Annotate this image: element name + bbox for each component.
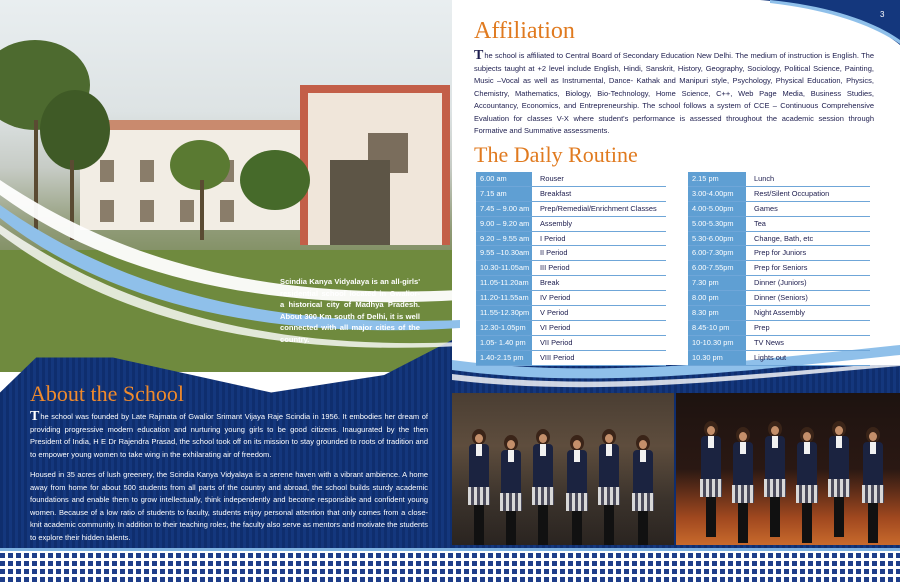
- routine-time: 6.00-7.55pm: [688, 261, 746, 275]
- routine-time: 11.20-11.55am: [476, 291, 532, 305]
- routine-time: 10-10.30 pm: [688, 336, 746, 350]
- routine-time: 10.30 pm: [688, 351, 746, 365]
- routine-row: [688, 261, 870, 276]
- routine-time: 1.05- 1.40 pm: [476, 336, 532, 350]
- routine-activity: IV Period: [540, 293, 571, 303]
- routine-row: [476, 351, 666, 366]
- routine-row: [476, 306, 666, 321]
- affiliation-heading: Affiliation: [474, 18, 575, 44]
- routine-activity: III Period: [540, 263, 570, 273]
- routine-time: 8.30 pm: [688, 306, 746, 320]
- affiliation-paragraph: he school is affiliated to Central Board of Secondary Education New Delhi. The medium of instruction is English. The subjects taught at +2 level include English, Hindi, Sanskrit, History, Geography, Sociology, Political Science, Painting, Music –Vocal as well as Instrumental, Dance- Kathak and Manipuri style, Psychology, Physical Education, Physics, Chemistry, Mathematics, Biology, Bio-Technology, Home Science, C++, Web Page Media, Business Studies, Accountancy, Economics, and Entrepreneurship. The school follows a system of CCE – Continuous Comprehensive Evaluation for classes V-X where student's performance is assessed throughout the academic session through Formative and Summative assessments.: [474, 51, 874, 135]
- routine-activity: Prep: [754, 322, 770, 332]
- routine-time: 10.30-11.05am: [476, 261, 532, 275]
- routine-activity: Tea: [754, 218, 766, 228]
- routine-activity: Assembly: [540, 218, 573, 228]
- routine-row: [688, 336, 870, 351]
- routine-row: [476, 276, 666, 291]
- routine-time: 5.00-5.30pm: [688, 217, 746, 231]
- routine-activity: Games: [754, 203, 778, 213]
- affiliation-text: [474, 50, 874, 138]
- routine-activity: Breakfast: [540, 188, 572, 198]
- routine-time: 5.30-6.00pm: [688, 232, 746, 246]
- routine-activity: Dinner (Seniors): [754, 293, 808, 303]
- routine-activity: Change, Bath, etc: [754, 233, 814, 243]
- routine-time: 2.15 pm: [688, 172, 746, 186]
- routine-activity: I Period: [540, 233, 566, 243]
- routine-time: 6.00-7.30pm: [688, 246, 746, 260]
- routine-time: 6.00 am: [476, 172, 532, 186]
- routine-time: 7.30 pm: [688, 276, 746, 290]
- dropcap: T: [30, 409, 40, 424]
- routine-row: [688, 217, 870, 232]
- corner-swoosh: [760, 0, 900, 45]
- routine-table-right: [688, 172, 870, 366]
- routine-activity: Prep/Remedial/Enrichment Classes: [540, 203, 657, 213]
- routine-row: [476, 232, 666, 247]
- about-paragraph-2: Housed in 35 acres of lush greenery, the Scindia Kanya Vidyalaya is a serene haven with a vibrant ambience. A home away from home for about 500 students from all parts of the country and abroad, the school builds sturdy academic foundations and enable them to grow intellectually, think independently and become responsible and confident young women. Because of a low ratio of students to faculty, students enjoy personal attention that only comes from a close-knit academic community. In addition to their teaching roles, the faculty also serve as mentors and motivate the students to explore their hidden talents.: [30, 470, 428, 542]
- decorative-border-strip: [0, 552, 900, 582]
- routine-time: 1.40-2.15 pm: [476, 351, 532, 365]
- about-paragraph-1: [30, 411, 428, 461]
- routine-time: 11.55-12.30pm: [476, 306, 532, 320]
- routine-row: [476, 202, 666, 217]
- decorative-swoosh: [0, 150, 460, 390]
- routine-activity: Lunch: [754, 174, 775, 183]
- routine-row: [476, 246, 666, 261]
- routine-time: 7.15 am: [476, 187, 532, 201]
- routine-time: 3.00-4.00pm: [688, 187, 746, 201]
- routine-row: [476, 217, 666, 232]
- routine-time: 4.00-5.00pm: [688, 202, 746, 216]
- routine-time: 7.45 – 9.00 am: [476, 202, 532, 216]
- routine-row: [476, 172, 666, 187]
- routine-activity: VIII Period: [540, 352, 575, 362]
- dropcap: T: [474, 48, 484, 63]
- routine-activity: Break: [540, 278, 560, 288]
- routine-row: [476, 187, 666, 202]
- assembly-photo: [452, 393, 674, 545]
- about-heading: About the School: [30, 381, 184, 406]
- routine-activity: V Period: [540, 308, 569, 318]
- routine-time: 9.55 –10.30am: [476, 246, 532, 260]
- routine-activity: Prep for Juniors: [754, 248, 807, 258]
- routine-row: [688, 172, 870, 187]
- page-number: 3: [880, 10, 885, 19]
- routine-row: [688, 276, 870, 291]
- school-caption: Scindia Kanya Vidyalaya is an all-girls' residential school located in Gwalior- a historical city of Madhya Pradesh. About 300 Km south of Delhi, it is well connected with all major cities of the country.: [280, 277, 420, 344]
- routine-row: [476, 336, 666, 351]
- routine-activity: Dinner (Juniors): [754, 278, 807, 288]
- routine-row: [688, 202, 870, 217]
- routine-row: [688, 246, 870, 261]
- routine-heading: The Daily Routine: [474, 142, 638, 167]
- routine-row: [688, 306, 870, 321]
- routine-activity: II Period: [540, 248, 568, 258]
- routine-row: [476, 321, 666, 336]
- routine-table-left: [476, 172, 666, 366]
- routine-time: 12.30-1.05pm: [476, 321, 532, 335]
- routine-time: 9.00 – 9.20 am: [476, 217, 532, 231]
- routine-row: [688, 232, 870, 247]
- routine-activity: VI Period: [540, 322, 571, 332]
- routine-row: [688, 321, 870, 336]
- choir-photo: [676, 393, 900, 545]
- routine-time: 9.20 – 9.55 am: [476, 232, 532, 246]
- routine-row: [688, 291, 870, 306]
- routine-activity: Rouser: [540, 174, 564, 183]
- routine-activity: VII Period: [540, 337, 573, 347]
- routine-row: [688, 187, 870, 202]
- routine-row: [476, 291, 666, 306]
- routine-time: 8.45-10 pm: [688, 321, 746, 335]
- routine-activity: Night Assembly: [754, 308, 805, 318]
- routine-time: 8.00 pm: [688, 291, 746, 305]
- routine-time: 11.05-11.20am: [476, 276, 532, 290]
- routine-activity: Rest/Silent Occupation: [754, 188, 830, 198]
- routine-activity: Prep for Seniors: [754, 263, 808, 273]
- routine-row: [688, 351, 870, 366]
- routine-activity: Lights out: [754, 352, 787, 362]
- border-line: [0, 548, 900, 551]
- routine-activity: TV News: [754, 337, 784, 347]
- about-text-1: he school was founded by Late Rajmata of Gwalior Srimant Vijaya Raje Scindia in 1956. It embodies her dream of providing progressive modern education and nurturing young girls to be good citizens. Inaugurated by the then President of India, H E Dr Rajendra Prasad, the school took off on its mission to stay grounded to roots of tradition and to empower young women to take wing in the exhilarating air of freedom.: [30, 412, 428, 459]
- routine-row: [476, 261, 666, 276]
